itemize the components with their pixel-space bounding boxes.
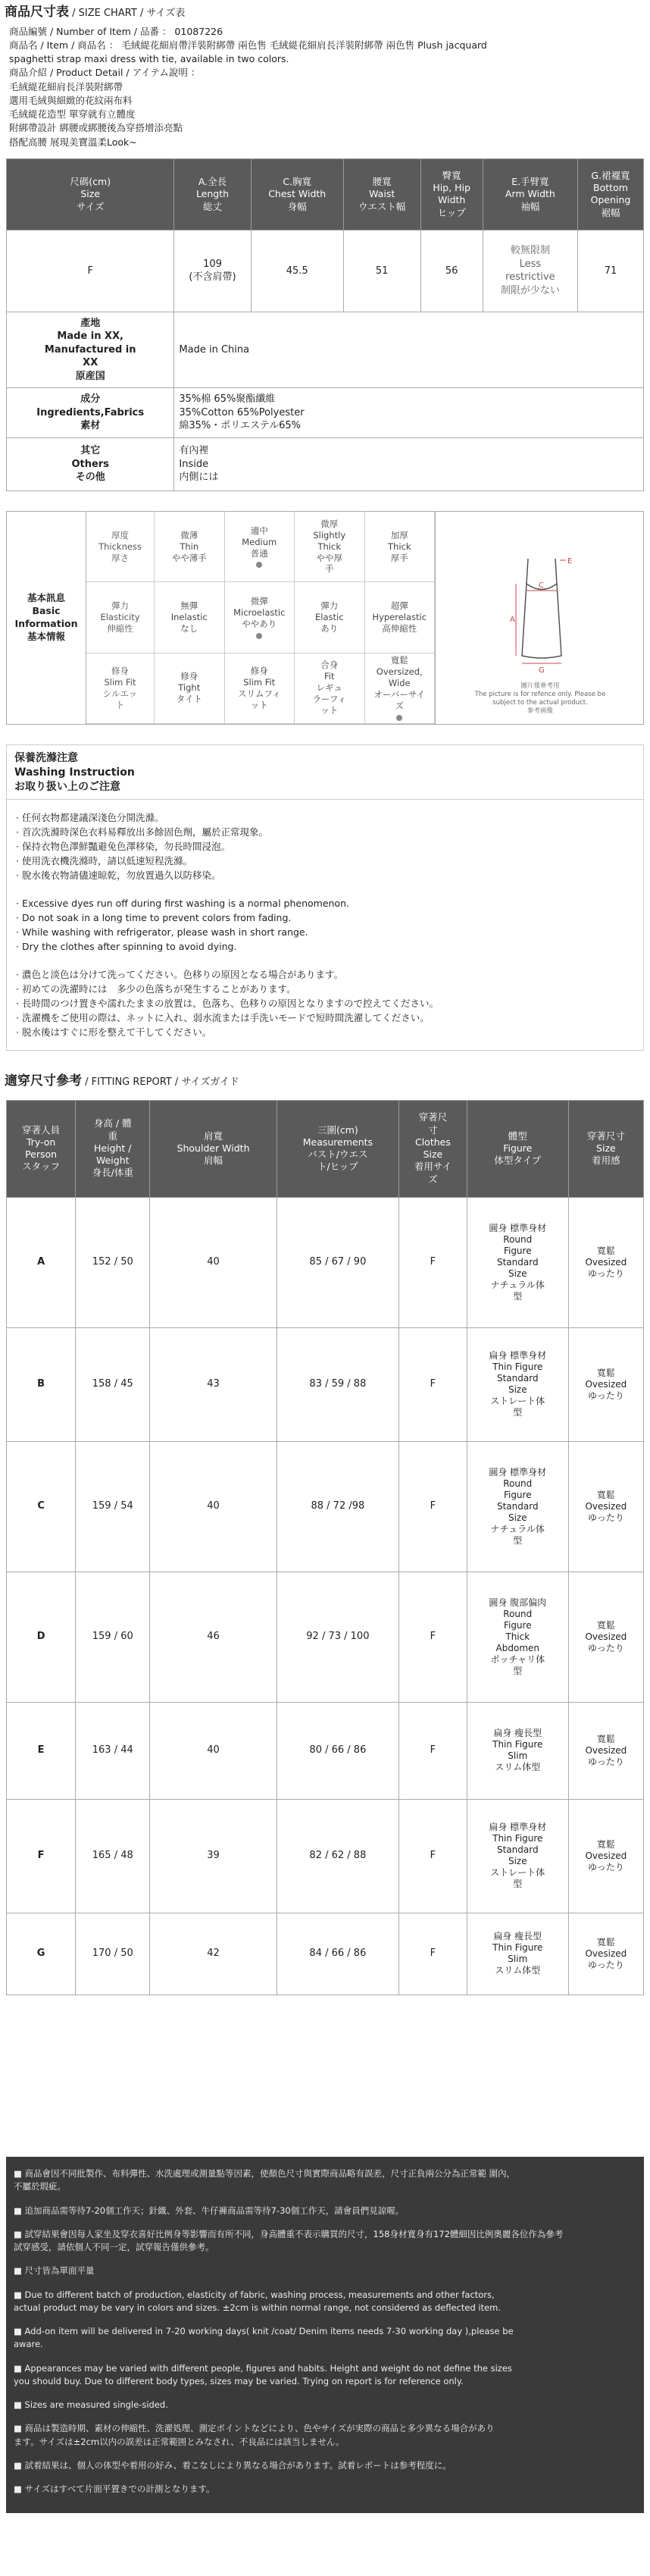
fitting-header-cell: 體型 Figure 体型タイプ xyxy=(467,1100,568,1197)
size-value-cell: 51 xyxy=(343,230,420,312)
note-line: ■ サイズはすべて片面平置きでの計測となります。 xyxy=(14,2484,215,2494)
washing-line: · 濃色と淡色は分けて洗ってください。色移りの原因となる場合があります。 xyxy=(16,968,343,980)
fitting-row xyxy=(7,1197,644,1327)
note-line: ■ 追加商品需等待7-20個工作天；針織、外套、牛仔褲商品需等待7-30個工作天，請會員們見諒喔。 xyxy=(14,2205,405,2216)
washing-line: · Excessive dyes run off during first washing is a normal phenomenon. xyxy=(16,897,349,909)
fit-feel: 寬鬆 Ovesized ゆったり xyxy=(568,1327,643,1441)
note-block xyxy=(14,2325,636,2352)
washing-line: · 脫水後衣物請儘速晾乾，勿放置過久以防移染。 xyxy=(16,869,221,881)
washing-line: · While washing with refrigerator, please wash in short range. xyxy=(16,926,308,938)
measurements: 80 / 66 / 86 xyxy=(277,1702,398,1799)
size-header-cell: G.裙襬寬 Bottom Opening 裾幅 xyxy=(577,158,643,230)
note-line: ■ 商品は製造時期、素材の伸縮性、洗濯処理、測定ポイントなどにより、色やサイズが実際の商品と多少異なる場合があり xyxy=(14,2423,495,2434)
size-chart-title-main: 商品尺寸表 xyxy=(5,5,69,20)
fitting-header-cell: 三圍(cm) Measurements バスト/ウエス ト/ヒップ xyxy=(277,1100,398,1197)
clothes-size: F xyxy=(399,1197,467,1327)
fabric-label: 成分 Ingredients,Fabrics 素材 xyxy=(7,387,174,437)
origin-row xyxy=(7,312,644,387)
fabric-option: 微薄 Thin やや薄手 xyxy=(155,512,225,582)
intro-line: 附綁帶設計 綁腰或綁腰後為穿搭增添亮點 xyxy=(9,122,183,134)
note-line: ■ Due to different batch of production, elasticity of fabric, washing process, measurements and other factors, xyxy=(14,2289,495,2300)
size-table xyxy=(6,158,644,491)
fit-feel: 寬鬆 Ovesized ゆったり xyxy=(568,1441,643,1572)
note-line: ■ Appearances may be varied with different people, figures and habits. Height and weight do not define the sizes xyxy=(14,2362,512,2374)
measurements: 92 / 73 / 100 xyxy=(277,1572,398,1702)
height-weight: 158 / 45 xyxy=(76,1327,150,1441)
clothes-size: F xyxy=(399,1702,467,1799)
intro-line: 商品名 / Item / 商品名 ： 毛絨緹花細肩帶洋裝附綁帶 兩色售 毛絨緹花細肩長洋裝附綁帶 兩色售 Plush jacquard xyxy=(9,39,487,51)
fitting-title-main: 適穿尺寸參考 xyxy=(5,1073,82,1089)
fabric-option: 超彈 Hyperelastic 高伸縮性 xyxy=(365,582,436,653)
shoulder-width: 39 xyxy=(150,1799,277,1913)
size-chart-title xyxy=(0,0,650,22)
shoulder-width: 40 xyxy=(150,1702,277,1799)
try-on-person: D xyxy=(7,1572,76,1702)
fitting-header-cell: 穿著尺寸 Size 着用感 xyxy=(568,1100,643,1197)
size-header-cell: C.胸寬 Chest Width 身幅 xyxy=(251,158,343,230)
note-block xyxy=(14,2483,636,2496)
size-value-cell: 45.5 xyxy=(251,230,343,312)
fabric-row-head: 彈力 Elasticity 伸縮性 xyxy=(86,582,155,653)
washing-title: 保養洗滌注意 Washing Instruction お取り扱い上のご注意 xyxy=(7,745,643,800)
fabric-value: 35%棉 65%聚酯纖維 35%Cotton 65%Polyester 綿35%・ポリエステル65% xyxy=(174,387,644,437)
fabric-row xyxy=(86,512,435,582)
fabric-option: 微厚 Slightly Thick やや厚 手 xyxy=(295,512,365,582)
height-weight: 170 / 50 xyxy=(76,1913,150,1995)
note-line: ■ Add-on item will be delivered in 7-20 working days( knit /coat/ Denim items needs 7-30 working day ),please be xyxy=(14,2326,514,2336)
washing-body xyxy=(7,800,643,1050)
measurements: 84 / 66 / 86 xyxy=(277,1913,398,1995)
intro-line: 毛絨緹花細肩長洋裝附綁帶 xyxy=(9,80,123,92)
fabric-row xyxy=(86,582,435,653)
clothes-size: F xyxy=(399,1572,467,1702)
shoulder-width: 46 xyxy=(150,1572,277,1702)
fitting-row xyxy=(7,1327,644,1441)
measurements: 88 / 72 /98 xyxy=(277,1441,398,1572)
selected-dot-icon xyxy=(256,562,262,568)
selected-dot-icon xyxy=(256,633,262,639)
note-line: ■ 商品會因不同批製作、布料彈性、水洗處理或測量點等因素，使顏色尺寸與實際商品略有誤差，尺寸正負兩公分為正常範 圍內， xyxy=(14,2168,516,2179)
figure-type: 扁身 瘦長型 Thin Figure Slim スリム体型 xyxy=(467,1702,568,1799)
fabric-option: 修身 Tight タイト xyxy=(155,653,225,724)
fitting-header-cell: 穿著人員 Try-on Person スタッフ xyxy=(7,1100,76,1197)
fabric-option: 合身 Fit レギュ ラーフィ ット xyxy=(295,653,365,724)
origin-value: Made in China xyxy=(174,312,644,387)
shoulder-width: 40 xyxy=(150,1197,277,1327)
height-weight: 152 / 50 xyxy=(76,1197,150,1327)
fit-feel: 寬鬆 Ovesized ゆったり xyxy=(568,1702,643,1799)
shoulder-width: 43 xyxy=(150,1327,277,1441)
size-table-row xyxy=(7,230,644,312)
note-block xyxy=(14,2399,636,2411)
measurements: 83 / 59 / 88 xyxy=(277,1327,398,1441)
note-block xyxy=(14,2228,636,2255)
fabric-option: 無彈 Inelastic なし xyxy=(155,582,225,653)
try-on-person: B xyxy=(7,1327,76,1441)
note-block xyxy=(14,2422,636,2449)
note-line: ■ 試着結果は、個人の体型や着用の好み、着こなしにより異なる場合があります。試着レポートは参考程度に。 xyxy=(14,2459,452,2471)
fitting-table-header xyxy=(7,1100,644,1197)
size-header-cell: A.全長 Length 総丈 xyxy=(174,158,251,230)
garment-figure xyxy=(435,512,643,724)
note-line: ます。サイズは±2cm以内の誤差は正常範囲とみなされ、不良品には該当しません。 xyxy=(14,2436,345,2447)
clothes-size: F xyxy=(399,1913,467,1995)
washing-line: · 任何衣物都建議深淺色分開洗滌。 xyxy=(16,811,164,823)
figure-type: 圓身 標準身材 Round Figure Standard Size ナチュラル体 型 xyxy=(467,1197,568,1327)
clothes-size: F xyxy=(399,1327,467,1441)
washing-line: · 初めての洗濯時には 多少の色落ちが発生することがあります。 xyxy=(16,982,296,995)
clothes-size: F xyxy=(399,1799,467,1913)
clothes-size: F xyxy=(399,1441,467,1572)
note-block xyxy=(14,2459,636,2472)
fitting-row xyxy=(7,1702,644,1799)
washing-panel xyxy=(6,744,644,1051)
note-line: aware. xyxy=(14,2339,43,2350)
fitting-title xyxy=(0,1069,650,1091)
figure-letter-e: E xyxy=(567,556,573,566)
intro-line: 選用毛絨與細緻的花紋兩布料 xyxy=(9,94,133,106)
fabric-option: 微彈 Microelastic ややあり xyxy=(225,582,295,653)
note-block xyxy=(14,2289,636,2315)
fabric-info-panel xyxy=(6,511,644,725)
figure-type: 圓身 標準身材 Round Figure Standard Size ナチュラル体 型 xyxy=(467,1441,568,1572)
fitting-header-cell: 身高 / 體 重 Height / Weight 身長/体重 xyxy=(76,1100,150,1197)
fitting-row xyxy=(7,1572,644,1702)
fitting-row xyxy=(7,1441,644,1572)
size-header-cell: 尺碼(cm) Size サイズ xyxy=(7,158,174,230)
size-header-cell: E.手臂寬 Arm Width 袖幅 xyxy=(483,158,577,230)
washing-line: · 使用洗衣機洗滌時，請以低速短程洗滌。 xyxy=(16,854,192,867)
product-intro xyxy=(0,22,650,149)
note-line: actual product may be vary in colors and sizes. ±2cm is within normal range, not considered as deflected item. xyxy=(14,2302,502,2313)
figure-type: 圓身 腹部偏肉 Round Figure Thick Abdomen ポッチャリ体 型 xyxy=(467,1572,568,1702)
other-row xyxy=(7,437,644,490)
try-on-person: A xyxy=(7,1197,76,1327)
fabric-option: 加厚 Thick 厚手 xyxy=(365,512,436,582)
fitting-row xyxy=(7,1799,644,1913)
note-line: ■ 尺寸皆為單面平量 xyxy=(14,2265,95,2277)
figure-type: 扁身 標準身材 Thin Figure Standard Size ストレート体 型 xyxy=(467,1799,568,1913)
height-weight: 159 / 54 xyxy=(76,1441,150,1572)
note-block xyxy=(14,2167,636,2194)
note-line: ■ Sizes are measured single-sided. xyxy=(14,2399,168,2410)
fitting-title-sub: / FITTING REPORT / サイズガイド xyxy=(82,1076,239,1088)
shoulder-width: 42 xyxy=(150,1913,277,1995)
note-block xyxy=(14,2264,636,2277)
fabric-row-head: 厚度 Thickness 厚さ xyxy=(86,512,155,582)
washing-line: · Dry the clothes after spinning to avoid dying. xyxy=(16,940,237,952)
fabric-row-head: 修身 Slim Fit シルエッ ト xyxy=(86,653,155,724)
fabric-row xyxy=(7,387,644,437)
note-block xyxy=(14,2362,636,2389)
note-block xyxy=(14,2205,636,2217)
fabric-option: 適中 Medium 普通 xyxy=(225,512,295,582)
notes-panel xyxy=(6,2157,644,2513)
intro-line: 商品介紹 / Product Detail / アイテム說明 ： xyxy=(9,67,201,79)
washing-line: · 長時間のつけ置きや濡れたままの放置は、色落ち、色移りの原因となりますので控えてください。 xyxy=(16,997,439,1009)
fit-feel: 寬鬆 Ovesized ゆったり xyxy=(568,1197,643,1327)
fabric-option: 寬鬆 Oversized, Wide オーバーサイ ズ xyxy=(365,653,436,724)
intro-line: spaghetti strap maxi dress with tie, available in two colors. xyxy=(9,53,289,65)
washing-line: · 保持衣物色澤鮮豔避免色澤移染，勿長時間浸泡。 xyxy=(16,840,230,852)
size-value-cell: 56 xyxy=(420,230,483,312)
shoulder-width: 40 xyxy=(150,1441,277,1572)
size-value-cell: F xyxy=(7,230,174,312)
size-table-header xyxy=(7,158,644,230)
try-on-person: C xyxy=(7,1441,76,1572)
figure-letter-c: C xyxy=(539,581,544,590)
measurements: 82 / 62 / 88 xyxy=(277,1799,398,1913)
height-weight: 163 / 44 xyxy=(76,1702,150,1799)
fabric-row xyxy=(86,653,435,724)
size-value-cell: 71 xyxy=(577,230,643,312)
figure-caption: 圖片僅參考用 The picture is for refence only. Please be subject to the actual product.参考画像 xyxy=(474,682,606,715)
size-header-cell: 臀寬 Hip, Hip Width ヒップ xyxy=(420,158,483,230)
intro-line: 搭配高腰 展現美寶溫柔Look~ xyxy=(9,136,137,148)
measurements: 85 / 67 / 90 xyxy=(277,1197,398,1327)
size-header-cell: 腰寬 Waist ウエスト幅 xyxy=(343,158,420,230)
washing-line: · 首次洗滌時深色衣料易釋放出多餘固色劑，屬於正常現象。 xyxy=(16,826,268,838)
fabric-info-grid xyxy=(86,512,435,724)
try-on-person: F xyxy=(7,1799,76,1913)
fitting-row xyxy=(7,1913,644,1995)
height-weight: 159 / 60 xyxy=(76,1572,150,1702)
note-line: ■ 試穿結果會因每人家坐及穿衣喜好比例身等影響而有所不同，身高體重不表示購買的尺寸，158身材寬身有172體細因比例奧麗各位作為參考 xyxy=(14,2228,564,2239)
other-label: 其它 Others その他 xyxy=(7,437,174,490)
height-weight: 165 / 48 xyxy=(76,1799,150,1913)
fit-feel: 寬鬆 Ovesized ゆったり xyxy=(568,1799,643,1913)
try-on-person: E xyxy=(7,1702,76,1799)
fabric-info-label: 基本訊息 Basic Information 基本情報 xyxy=(7,512,86,724)
fitting-header-cell: 穿著尺 寸 Clothes Size 着用サイ ズ xyxy=(399,1100,467,1197)
fitting-header-cell: 肩寬 Shoulder Width 肩幅 xyxy=(150,1100,277,1197)
washing-line: · 脱水後はすぐに形を整えて干してください。 xyxy=(16,1026,211,1038)
other-value: 有內裡 Inside 内側には xyxy=(174,437,644,490)
fabric-option: 彈力 Elastic あり xyxy=(295,582,365,653)
fit-feel: 寬鬆 Ovesized ゆったり xyxy=(568,1913,643,1995)
selected-dot-icon xyxy=(396,715,402,721)
washing-line: · 洗濯機をご使用の際は、ネットに入れ、弱水流または手洗いモードで短時間洗濯してください。 xyxy=(16,1011,430,1023)
dress-diagram-icon xyxy=(436,512,645,725)
note-line: 不屬於瑕疵。 xyxy=(14,2181,66,2192)
size-value-cell: 109 (不含肩帶) xyxy=(174,230,251,312)
intro-line: 毛絨緹花造型 單穿就有立體度 xyxy=(9,108,136,121)
fabric-option: 修身 Slim Fit スリムフィ ット xyxy=(225,653,295,724)
intro-line: 商品編號 / Number of Item / 品番 ： 01087226 xyxy=(9,25,223,37)
size-value-cell: 較無限制 Less restrictive 制限が少ない xyxy=(483,230,577,312)
figure-type: 扁身 瘦長型 Thin Figure Slim スリム体型 xyxy=(467,1913,568,1995)
size-chart-title-sub: / SIZE CHART / サイズ表 xyxy=(69,8,186,19)
origin-label: 產地 Made in XX, Manufactured in XX 原産国 xyxy=(7,312,174,387)
figure-letter-a: A xyxy=(510,615,515,624)
note-line: you should buy. Due to different body types, sizes may be varied. Trying on report is for reference only. xyxy=(14,2375,464,2386)
washing-line: · Do not soak in a long time to prevent colors from fading. xyxy=(16,911,292,923)
figure-letter-g: G xyxy=(539,666,545,675)
fitting-table xyxy=(6,1100,644,1995)
figure-type: 扁身 標準身材 Thin Figure Standard Size ストレート体 型 xyxy=(467,1327,568,1441)
fit-feel: 寬鬆 Ovesized ゆったり xyxy=(568,1572,643,1702)
note-line: 試穿感受，請依個人不同一定，試穿報告僅供參考。 xyxy=(14,2242,214,2252)
try-on-person: G xyxy=(7,1913,76,1995)
